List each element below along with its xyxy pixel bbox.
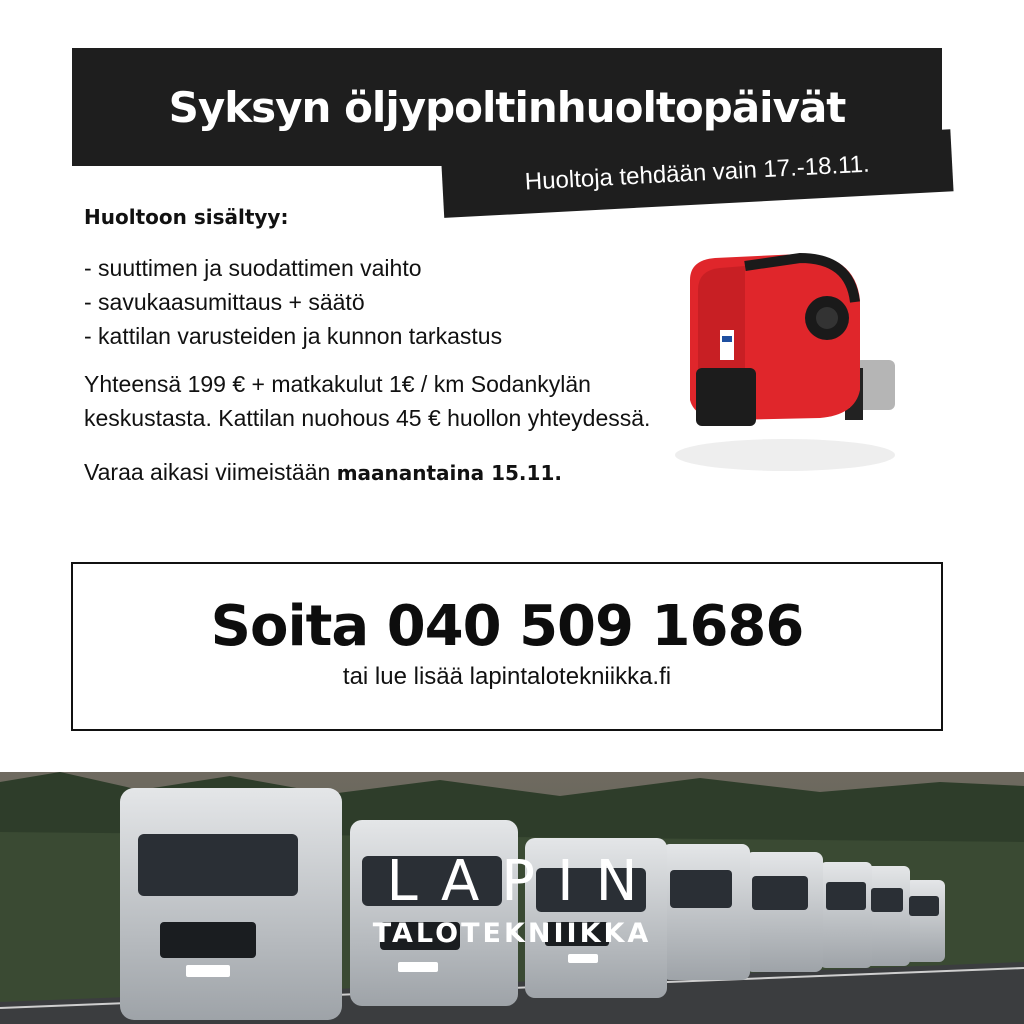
phone-number[interactable]: Soita 040 509 1686 (210, 594, 804, 659)
reserve-prefix: Varaa aikasi viimeistään (84, 459, 337, 485)
subtitle-text: Huoltoja tehdään vain 17.-18.11. (524, 150, 871, 196)
list-item: - kattilan varusteiden ja kunnon tarkastus (84, 323, 503, 349)
includes-list (84, 251, 654, 353)
logo-line-1: LAPIN (386, 849, 660, 914)
includes-heading: Huoltoon sisältyy: (84, 205, 289, 229)
price-text: Yhteensä 199 € + matkakulut 1€ / km Sodankylän keskustasta. Kattilan nuohous 45 € huollon yhteydessä. (84, 371, 651, 431)
list-item: - suuttimen ja suodattimen vaihto (84, 255, 422, 281)
reserve-deadline: maanantaina 15.11. (336, 461, 562, 485)
content-block (84, 205, 654, 510)
call-to-action-box (71, 562, 943, 731)
website-text[interactable]: tai lue lisää lapintalotekniikka.fi (342, 663, 672, 690)
reserve-text (84, 455, 654, 490)
page-title: Syksyn öljypoltinhuoltopäivät (168, 82, 846, 132)
company-logo (362, 849, 662, 949)
oil-burner-image (650, 240, 920, 480)
logo-line-2: TALOTEKNIIKKA (372, 918, 652, 949)
list-item: - savukaasumittaus + säätö (84, 289, 365, 315)
